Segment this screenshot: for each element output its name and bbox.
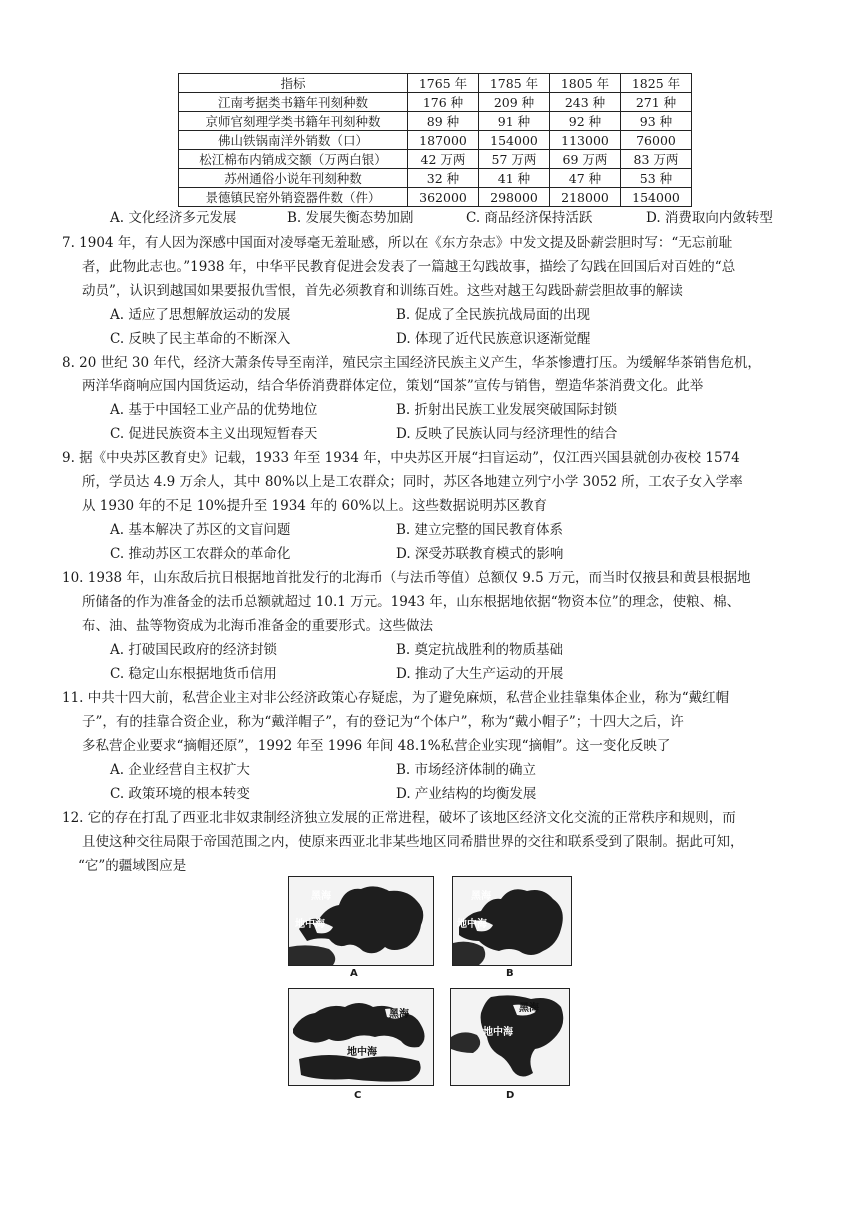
table-cell: 243 种 xyxy=(550,93,621,112)
q9-stem-line: 从 1930 年的不足 10%提升至 1934 年的 60%以上。这些数据说明苏区教育 xyxy=(82,498,547,514)
q8-stem-line: 8. 20 世纪 30 年代，经济大萧条传导至南洋，殖民宗主国经济民族主义产生，华茶惨遭打压。为缓解华茶销售危机， xyxy=(62,355,761,371)
q12-stem-line: “它”的疆域图应是 xyxy=(78,858,187,874)
q10-option-d[interactable]: D. 推动了大生产运动的开展 xyxy=(396,666,564,682)
q12-stem-line: 且使这种交往局限于帝国范围之内，使原来西亚北非某些地区同希腊世界的交往和联系受到了限制。据此可知， xyxy=(82,834,744,850)
q6-option-d[interactable]: D. 消费取向内敛转型 xyxy=(646,210,773,226)
map-option-c[interactable] xyxy=(288,988,434,1086)
q7-option-d[interactable]: D. 体现了近代民族意识逐渐觉醒 xyxy=(396,331,591,347)
q11-option-a[interactable]: A. 企业经营自主权扩大 xyxy=(110,762,250,778)
table-cell: 271 种 xyxy=(621,93,692,112)
table-cell: 佛山铁锅南洋外销数（口） xyxy=(179,131,408,150)
q11-stem-line: 多私营企业要求“摘帽还原”，1992 年至 1996 年间 48.1%私营企业实现“摘帽”。这一变化反映了 xyxy=(82,738,671,754)
table-cell: 苏州通俗小说年刊刻种数 xyxy=(179,169,408,188)
table-header-cell: 1765 年 xyxy=(408,74,479,93)
table-cell: 69 万两 xyxy=(550,150,621,169)
map-d-label: 黑海 xyxy=(519,1003,539,1014)
q12-stem-line: 12. 它的存在打乱了西亚北非奴隶制经济独立发展的正常进程，破坏了该地区经济文化交流的正常秩序和规则，而 xyxy=(62,810,736,826)
q10-option-a[interactable]: A. 打破国民政府的经济封锁 xyxy=(110,642,277,658)
table-row xyxy=(179,150,692,169)
q11-stem-line: 11. 中共十四大前，私营企业主对非公经济政策心存疑虑，为了避免麻烦，私营企业挂靠集体企业，称为“戴红帽 xyxy=(62,690,730,706)
q11-stem-line: 子”，有的挂靠合资企业，称为“戴洋帽子”，有的登记为“个体户”，称为“戴小帽子”；十四大之后，许 xyxy=(82,714,684,730)
q8-option-c[interactable]: C. 促进民族资本主义出现短暂春天 xyxy=(110,426,318,442)
q7-option-a[interactable]: A. 适应了思想解放运动的发展 xyxy=(110,307,291,323)
map-c-label: 黑海 xyxy=(389,1009,409,1020)
data-table xyxy=(178,73,692,207)
q6-option-b[interactable]: B. 发展失衡态势加剧 xyxy=(287,210,414,226)
q7-stem-line: 7. 1904 年，有人因为深感中国面对凌辱毫无羞耻感，所以在《东方杂志》中发文提及卧薪尝胆时写：“无忘前耻 xyxy=(62,235,733,251)
q10-stem-line: 所储备的作为准备金的法币总额就超过 10.1 万元。1943 年，山东根据地依据“物资本位”的理念，使粮、棉、 xyxy=(82,594,741,610)
table-cell: 176 种 xyxy=(408,93,479,112)
map-option-a[interactable] xyxy=(288,876,434,966)
q11-option-b[interactable]: B. 市场经济体制的确立 xyxy=(396,762,537,778)
table-row xyxy=(179,131,692,150)
q9-stem-line: 9. 据《中央苏区教育史》记载，1933 年至 1934 年，中央苏区开展“扫盲运动”，仅江西兴国县就创办夜校 1574 xyxy=(62,450,740,466)
q7-option-b[interactable]: B. 促成了全民族抗战局面的出现 xyxy=(396,307,591,323)
q11-option-d[interactable]: D. 产业结构的均衡发展 xyxy=(396,786,537,802)
q8-option-b[interactable]: B. 折射出民族工业发展突破国际封锁 xyxy=(396,402,618,418)
q7-option-c[interactable]: C. 反映了民主革命的不断深入 xyxy=(110,331,291,347)
table-cell: 113000 xyxy=(550,131,621,150)
q6-option-a[interactable]: A. 文化经济多元发展 xyxy=(110,210,237,226)
q9-option-a[interactable]: A. 基本解决了苏区的文盲问题 xyxy=(110,522,291,538)
table-cell: 47 种 xyxy=(550,169,621,188)
q10-option-c[interactable]: C. 稳定山东根据地货币信用 xyxy=(110,666,277,682)
map-a-label: 黑海 xyxy=(311,891,331,902)
q8-option-d[interactable]: D. 反映了民族认同与经济理性的结合 xyxy=(396,426,618,442)
table-cell: 景德镇民窑外销瓷器件数（件） xyxy=(179,188,408,207)
q8-option-a[interactable]: A. 基于中国轻工业产品的优势地位 xyxy=(110,402,318,418)
map-c-graphic xyxy=(289,989,433,1085)
table-header-row xyxy=(179,74,692,93)
table-cell: 42 万两 xyxy=(408,150,479,169)
q9-option-d[interactable]: D. 深受苏联教育模式的影响 xyxy=(396,546,564,562)
q7-stem-line: 动员”，认识到越国如果要报仇雪恨，首先必须教育和训练百姓。这些对越王勾践卧薪尝胆故事的解读 xyxy=(82,283,683,299)
table-row xyxy=(179,169,692,188)
q11-option-c[interactable]: C. 政策环境的根本转变 xyxy=(110,786,250,802)
table-cell: 298000 xyxy=(479,188,550,207)
q8-stem-line: 两洋华商响应国内国货运动，结合华侨消费群体定位，策划“国茶”宣传与销售，塑造华茶消费文化。此举 xyxy=(82,378,704,394)
map-a-letter: A xyxy=(350,968,358,979)
map-d-letter: D xyxy=(506,1090,515,1101)
map-option-d[interactable] xyxy=(450,988,570,1086)
map-b-label: 黑海 xyxy=(471,891,491,902)
table-cell: 187000 xyxy=(408,131,479,150)
table-cell: 209 种 xyxy=(479,93,550,112)
q10-stem-line: 10. 1938 年，山东敌后抗日根据地首批发行的北海币（与法币等值）总额仅 9.5 万元，而当时仅掖县和黄县根据地 xyxy=(62,570,751,586)
table-cell: 154000 xyxy=(621,188,692,207)
table-cell: 92 种 xyxy=(550,112,621,131)
table-row xyxy=(179,93,692,112)
table-cell: 京师官刻理学类书籍年刊刻种数 xyxy=(179,112,408,131)
table-header-cell: 1805 年 xyxy=(550,74,621,93)
table-cell: 57 万两 xyxy=(479,150,550,169)
map-b-letter: B xyxy=(506,968,514,979)
table-cell: 41 种 xyxy=(479,169,550,188)
q10-option-b[interactable]: B. 奠定抗战胜利的物质基础 xyxy=(396,642,564,658)
map-b-label: 地中海 xyxy=(457,919,487,930)
table-cell: 53 种 xyxy=(621,169,692,188)
q6-option-c[interactable]: C. 商品经济保持活跃 xyxy=(466,210,593,226)
map-a-label: 地中海 xyxy=(295,919,325,930)
map-c-letter: C xyxy=(354,1090,362,1101)
table-cell: 93 种 xyxy=(621,112,692,131)
table-header-cell: 1785 年 xyxy=(479,74,550,93)
table-cell: 91 种 xyxy=(479,112,550,131)
table-cell: 江南考据类书籍年刊刻种数 xyxy=(179,93,408,112)
table-cell: 154000 xyxy=(479,131,550,150)
table-cell: 83 万两 xyxy=(621,150,692,169)
q9-option-c[interactable]: C. 推动苏区工农群众的革命化 xyxy=(110,546,291,562)
map-c-label: 地中海 xyxy=(347,1047,377,1058)
q10-stem-line: 布、油、盐等物资成为北海币准备金的重要形式。这些做法 xyxy=(82,618,433,634)
q9-option-b[interactable]: B. 建立完整的国民教育体系 xyxy=(396,522,564,538)
table-cell: 32 种 xyxy=(408,169,479,188)
table-row xyxy=(179,112,692,131)
table-cell: 218000 xyxy=(550,188,621,207)
map-option-b[interactable] xyxy=(452,876,572,966)
table-cell: 松江棉布内销成交额（万两白银） xyxy=(179,150,408,169)
table-header-cell: 指标 xyxy=(179,74,408,93)
q7-stem-line: 者，此物此志也。”1938 年，中华平民教育促进会发表了一篇越王勾践故事，描绘了勾践在回国后对百姓的“总 xyxy=(82,259,736,275)
table-cell: 76000 xyxy=(621,131,692,150)
map-d-label: 地中海 xyxy=(483,1027,513,1038)
table-row xyxy=(179,188,692,207)
table-cell: 362000 xyxy=(408,188,479,207)
table-header-cell: 1825 年 xyxy=(621,74,692,93)
q9-stem-line: 所，学员达 4.9 万余人，其中 80%以上是工农群众；同时，苏区各地建立列宁小学 3052 所，工农子女入学率 xyxy=(82,474,743,490)
table-cell: 89 种 xyxy=(408,112,479,131)
